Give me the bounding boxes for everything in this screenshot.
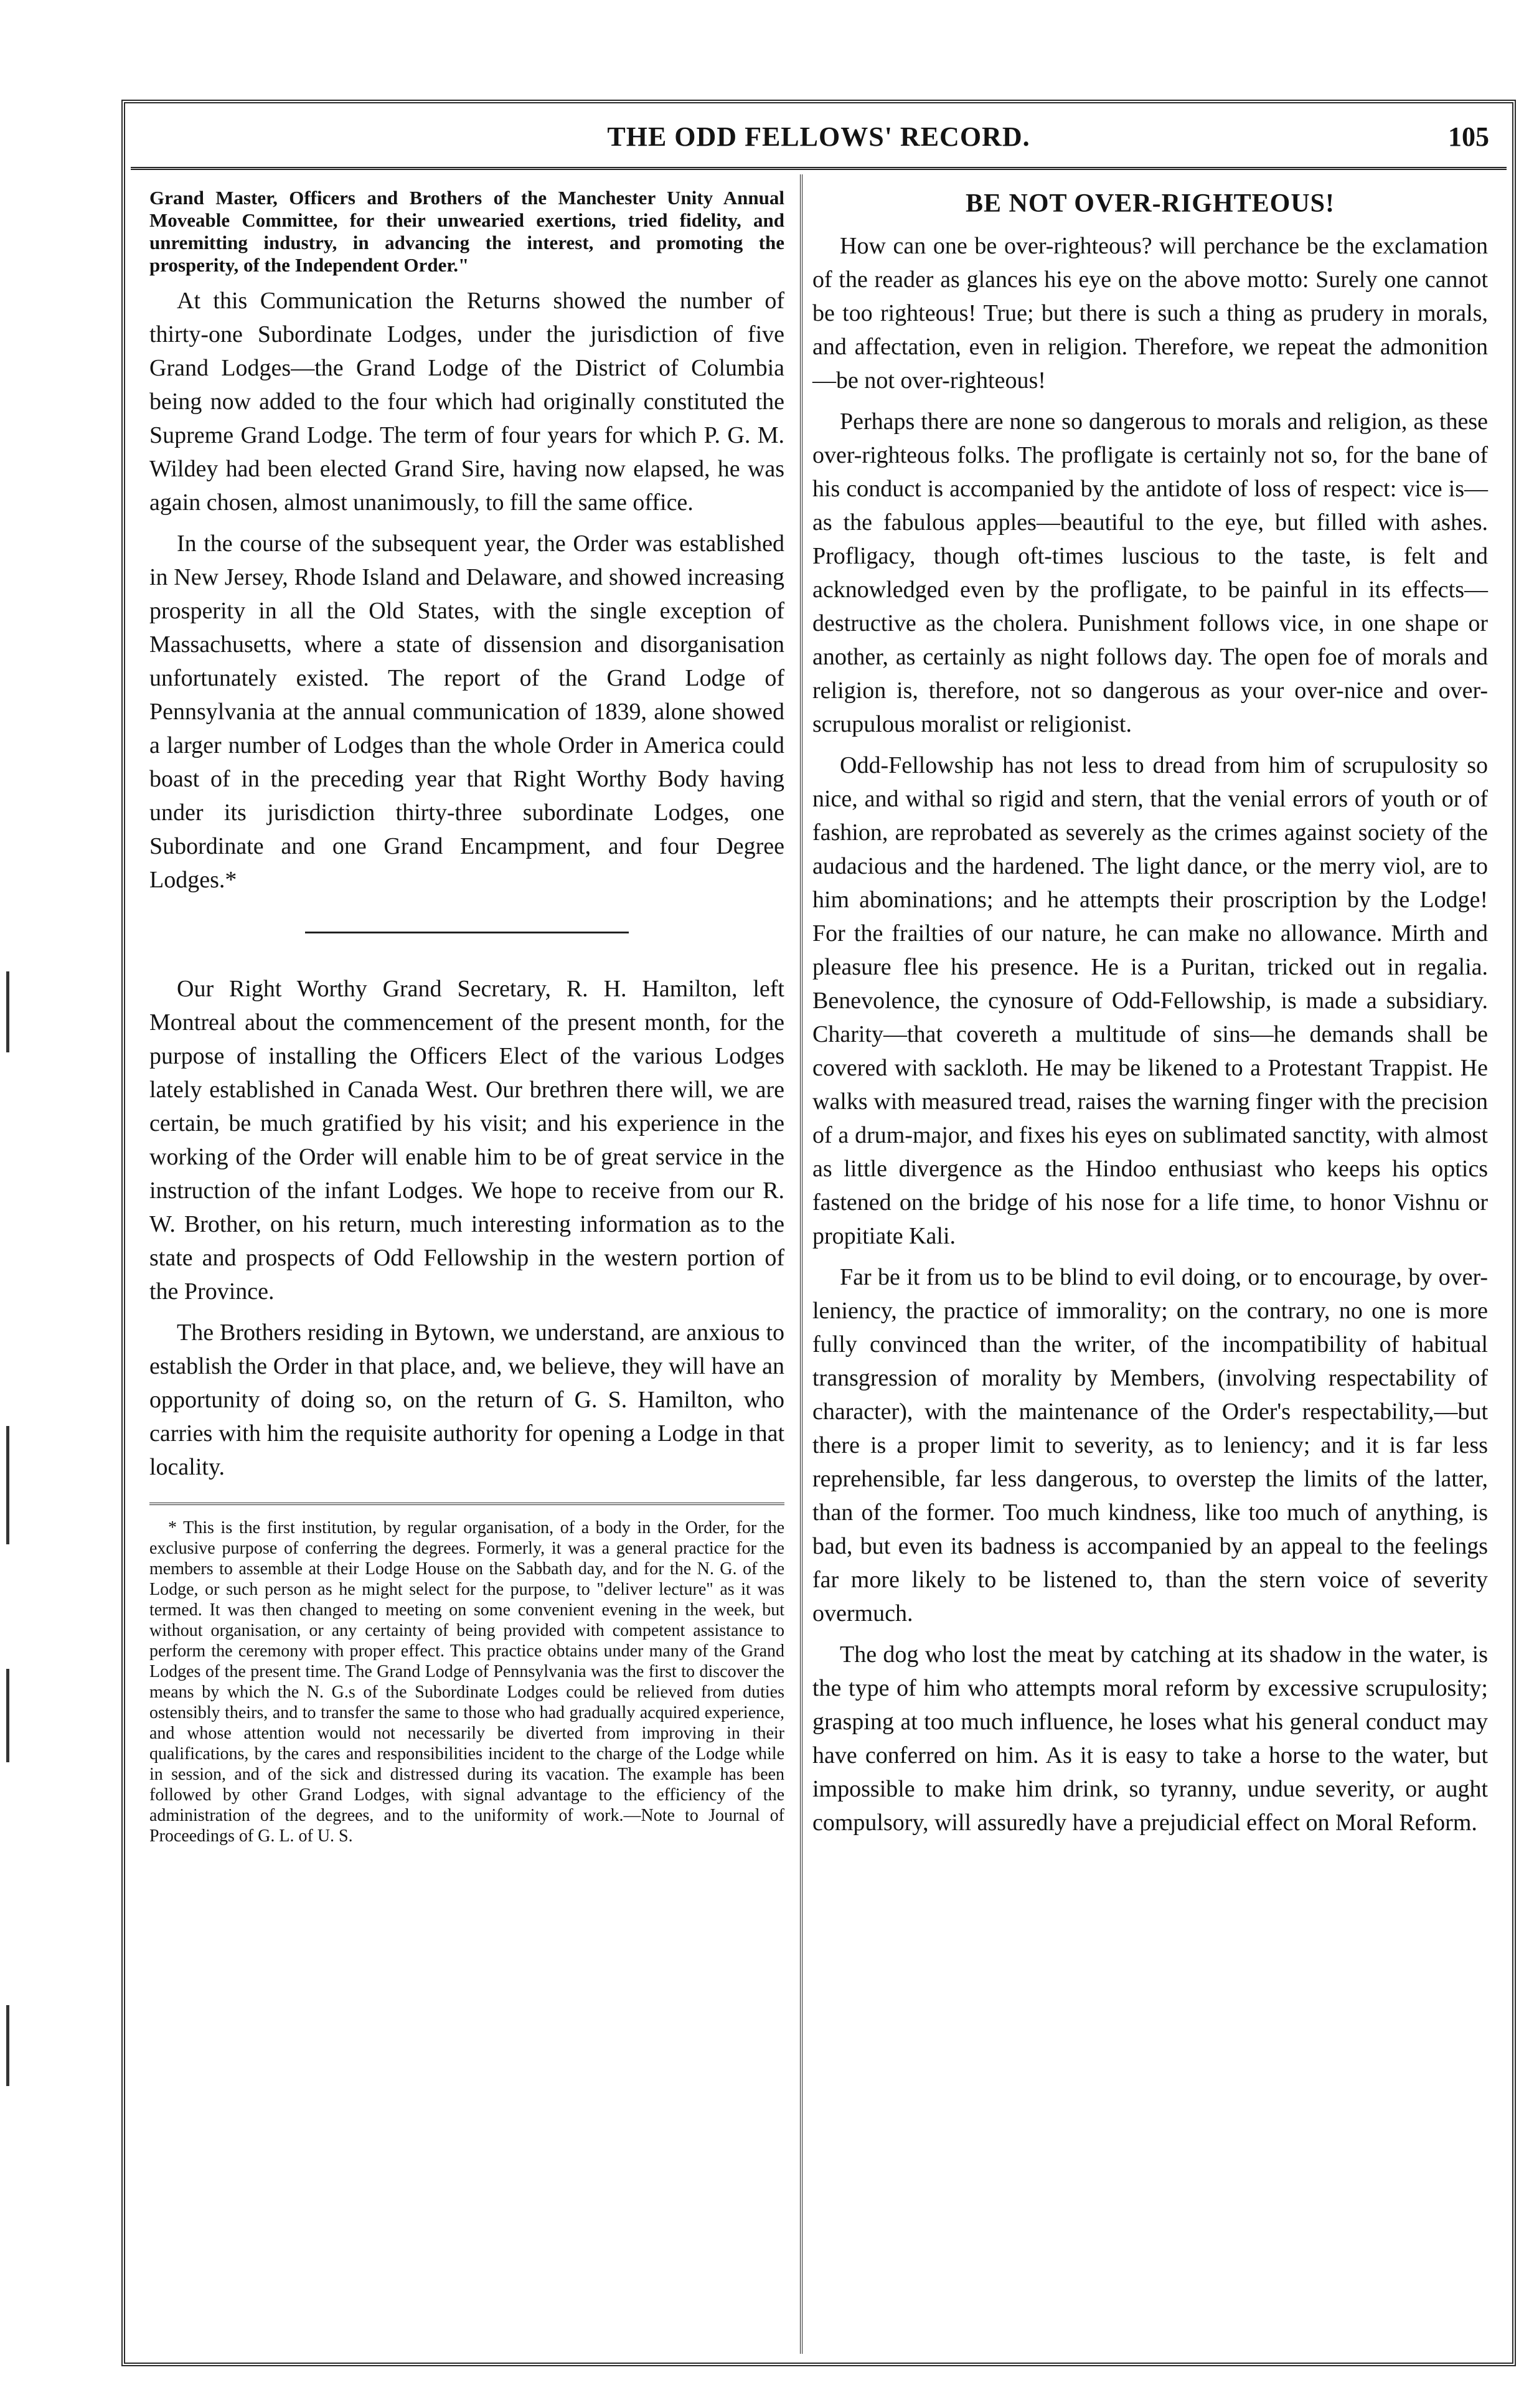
binding-mark [6,1669,9,1762]
header-rule [131,167,1507,170]
footnote-rule [149,1503,784,1505]
paragraph: At this Communication the Returns showed the number of thirty-one Subordinate Lodges, under the jurisdiction of five Grand Lodges—the Grand Lodge of the District of Columbia being now added to the four which had originally constituted the Supreme Grand Lodge. The term of four years for which P. G. M. Wildey had been elected Grand Sire, having now elapsed, he was again chosen, almost unanimously, to fill the same office. [149,288,784,516]
paragraph: Perhaps there are none so dangerous to morals and religion, as these over-righteous folks. The profligate is certainly not so, for the bane of his conduct is accompanied by the antidote of loss of respect: vice is— as the fabulous apples—beautiful to the eye, but filled with ashes. Profligacy, though oft-times luscious to the taste, is felt and acknowledged even by the profligate, to be painful in its effects—destructive as the cholera. Punishment follows vice, in one shape or another, as certainly as night follows day. The open foe of morals and religion is, therefore, not so dangerous as your over-nice and over-scrupulous moralist or religionist. [812,408,1488,737]
news-paragraph: The Brothers residing in Bytown, we understand, are anxious to establish the Order in that place, and, we believe, they will have an opportunity of doing so, on the return of G. S. Hamilton, who carries with him the requisite authority for opening a Lodge in that locality. [149,1320,784,1480]
paragraph: The dog who lost the meat by catching at its shadow in the water, is the type of him who attempts moral reform by excessive scrupulosity; grasping at too much influence, he loses what his general conduct may have conferred on him. As it is easy to take a horse to the water, but impossible to make him drink, so tyranny, undue severity, or aught compulsory, will assuredly have a prejudicial effect on Moral Reform. [812,1641,1488,1836]
binding-mark [6,1426,9,1544]
footnote: * This is the first institution, by regular organisation, of a body in the Order, for the exclusive purpose of conferring the degrees. Formerly, it was a general practice for the members to assemble at their Lodge House on the Sabbath day, and for the N. G. of the Lodge, or such person as he might select for the purpose, to "deliver lecture" as it was termed. It was then changed to meeting on some convenient evening in the week, but without organisation, or any certainty of being provided with competent assistance to perform the ceremony with proper effect. This practice obtains under many of the Grand Lodges of the present time. The Grand Lodge of Pennsylvania was the first to discover the means by which the N. G.s of the Subordinate Lodges could be relieved from duties ostensibly theirs, and to transfer the same to those who had gradually acquired experience, and whose attention would not necessarily be diverted from improving in their qualifications, by the cares and responsibilities incident to the charge of the Lodge while in session, and of the sick and distressed during its vacation. The example has been followed by other Grand Lodges, with signal advantage to the efficiency of the administration of the degrees, and to the uniformity of work.—Note to Journal of Proceedings of G. L. of U. S. [149,1518,784,1846]
continued-paragraph: Grand Master, Officers and Brothers of the Manchester Unity Annual Moveable Committee, for their unwearied exertions, tried fidelity, and unremitting industry, in advancing the interest, and promoting the prosperity, of the Independent Order." [149,187,784,276]
paragraph: How can one be over-righteous? will perchance be the exclamation of the reader as glances his eye on the above motto: Surely one cannot be too righteous! True; but there is such a thing as prudery in morals, and affectation, even in religion. Therefore, we repeat the admonition—be not over-righteous! [812,233,1488,394]
paragraph: Odd-Fellowship has not less to dread from him of scrupulosity so nice, and withal so rigid and stern, that the venial errors of youth or of fashion, are reprobated as severely as the crimes against society of the audacious and the hardened. The light dance, or the merry viol, are to him abominations; and he attempts their proscription by the Lodge! For the frailties of our nature, he can make no allowance. Mirth and pleasure flee his presence. He is a Puritan, tricked out in regalia. Benevolence, the cynosure of Odd-Fellowship, is made a subsidiary. Charity—that covereth a multitude of sins—he demands shall be covered with sackloth. He may be likened to a Protestant Trappist. He walks with measured tread, raises the warning finger with the precision of a drum-major, and fixes his eyes on sublimated sanctity, with almost as little divergence as the Hindoo enthusiast who keeps his optics fastened on the bridge of his nose for a life time, to honor Vishnu or propitiate Kali. [812,752,1488,1249]
left-column [149,187,784,1846]
paragraph: In the course of the subsequent year, the Order was established in New Jersey, Rhode Island and Delaware, and showed increasing prosperity in all the Old States, with the single exception of Massachusetts, where a state of dissension and disorganisation unfortunately existed. The report of the Grand Lodge of Pennsylvania at the annual communication of 1839, alone showed a larger number of Lodges than the whole Order in America could boast of in the preceding year that Right Worthy Body having under its jurisdiction thirty-three subordinate Lodges, one Subordinate and one Grand Encampment, and four Degree Lodges.* [149,531,784,893]
paragraph: Far be it from us to be blind to evil doing, or to encourage, by over-leniency, the practice of immorality; on the contrary, no one is more fully convinced than the writer, of the incompatibility of habitual transgression of morality by Members, (involving respectability of character), with the maintenance of the Order's respectability,—but there is a proper limit to severity, as to leniency; and it is far less reprehensible, far less dangerous, to overstep the limits of the latter, than of the former. Too much kindness, like too much of anything, is bad, but even its badness is accompanied by an appeal to the feelings far more likely to be listened to, than the stern voice of severity overmuch. [812,1264,1488,1627]
news-paragraph: Our Right Worthy Grand Secretary, R. H. Hamilton, left Montreal about the commencement of the present month, for the purpose of installing the Officers Elect of the various Lodges lately established in Canada West. Our brethren there will, we are certain, be much gratified by his visit; and his experience in the working of the Order will enable him to be of great service in the instruction of the infant Lodges. We hope to receive from our R. W. Brother, on his return, much interesting information as to the state and prospects of Odd Fellowship in the western portion of the Province. [149,976,784,1305]
section-divider [305,932,629,933]
article-heading: BE NOT OVER-RIGHTEOUS! [966,189,1335,218]
page-header [131,111,1507,167]
page-number: 105 [1448,121,1489,152]
running-title: THE ODD FELLOWS' RECORD. [607,121,1030,152]
binding-mark [6,971,9,1052]
column-divider [800,174,802,2354]
binding-mark [6,2005,9,2086]
right-column [812,187,1488,1847]
